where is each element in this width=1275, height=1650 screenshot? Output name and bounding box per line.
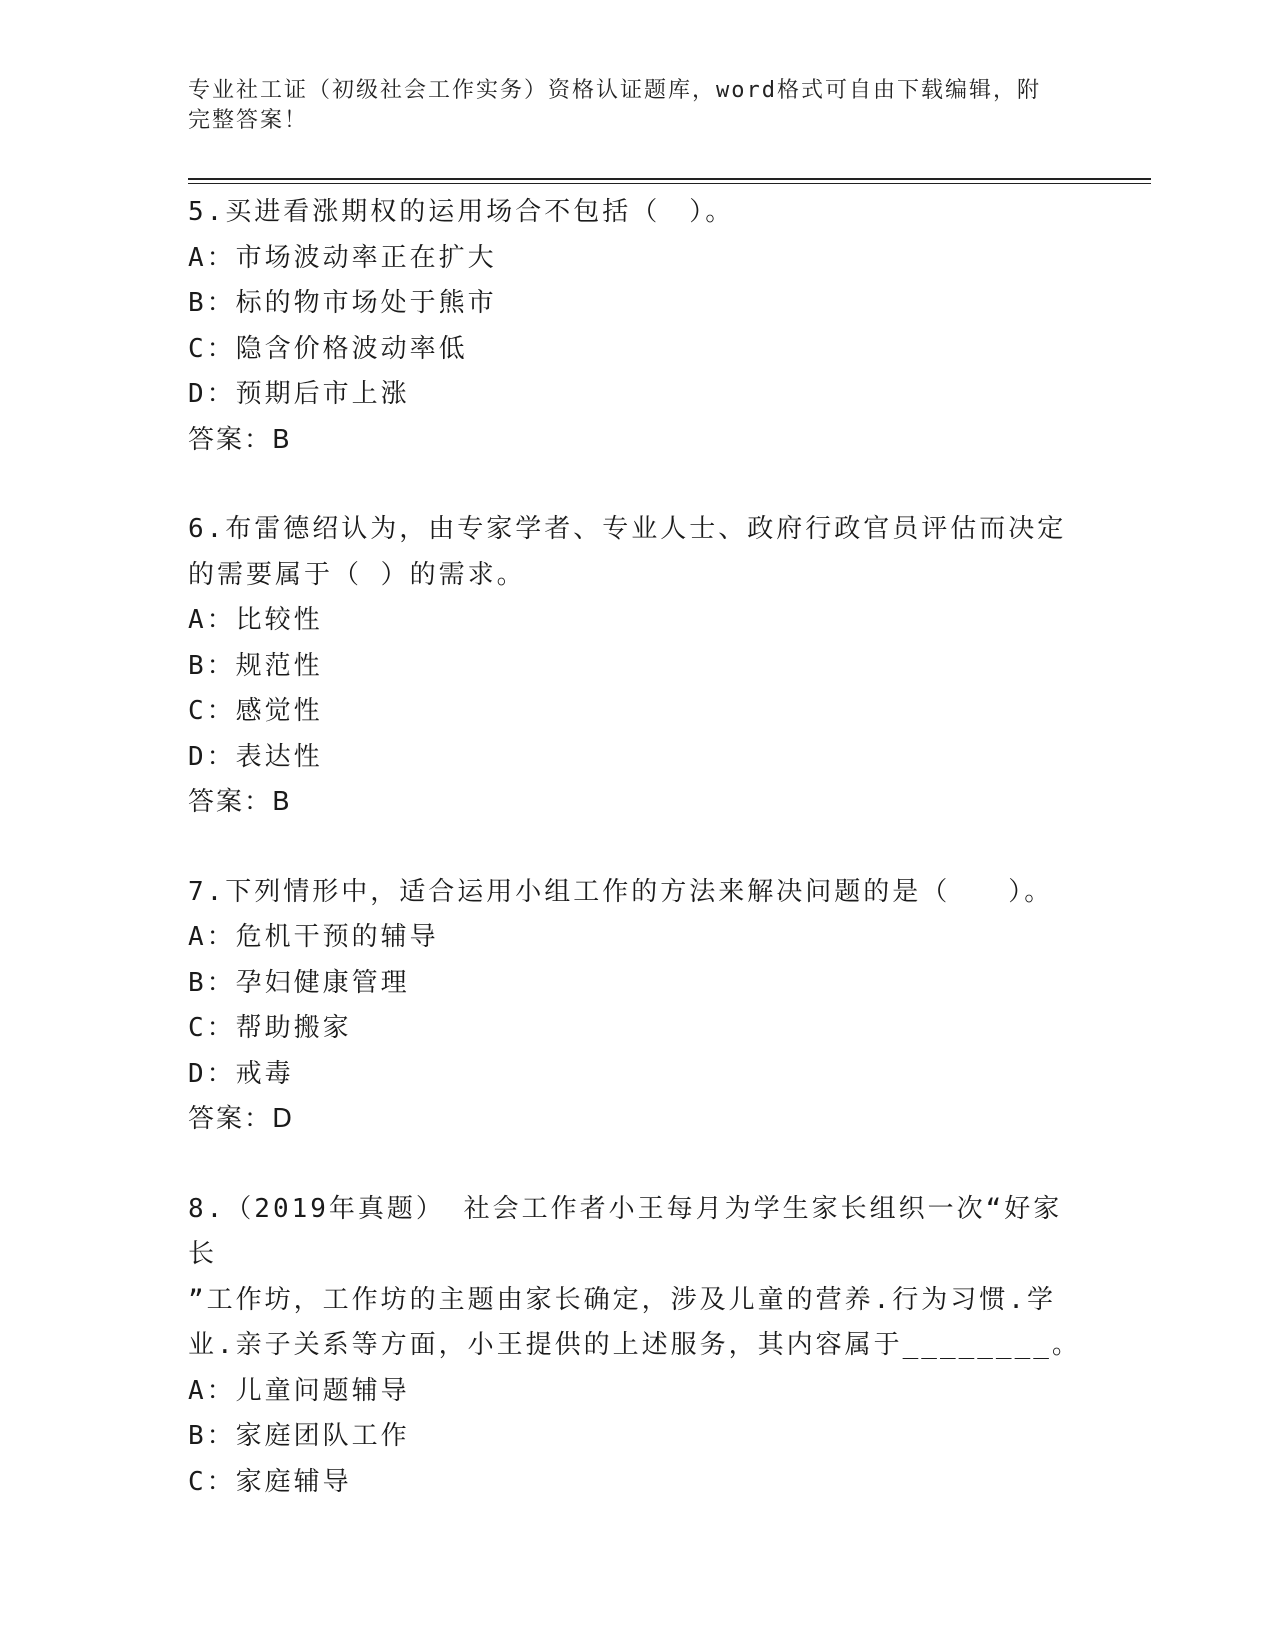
answer-label: 答案：B xyxy=(188,787,292,817)
question-stem-continued: ”工作坊，工作坊的主题由家长确定，涉及儿童的营养.行为习惯.学 xyxy=(188,1284,1056,1315)
header-divider-thin xyxy=(188,183,1151,184)
option-b: B：家庭团队工作 xyxy=(188,1421,410,1451)
question-stem: 8.（2019年真题） 社会工作者小王每月为学生家长组织一次“好家长 xyxy=(188,1193,1063,1269)
option-b: B：规范性 xyxy=(188,650,323,681)
option-c: C：帮助搬家 xyxy=(188,1013,352,1043)
option-b: B：孕妇健康管理 xyxy=(188,967,410,998)
header-line-2: 完整答案！ xyxy=(188,108,309,133)
answer-label: 答案：B xyxy=(188,424,292,455)
question-stem: 6.布雷德绍认为，由专家学者、专业人士、政府行政官员评估而决定 xyxy=(188,514,1067,544)
option-a: A：比较性 xyxy=(188,605,323,635)
header-divider-thick xyxy=(188,178,1151,180)
header-line-1: 专业社工证（初级社会工作实务）资格认证题库，word格式可自由下载编辑，附 xyxy=(188,78,1041,103)
option-c: C：感觉性 xyxy=(188,696,323,726)
answer-label: 答案：D xyxy=(188,1104,295,1134)
option-b: B：标的物市场处于熊市 xyxy=(188,288,497,318)
option-c: C：隐含价格波动率低 xyxy=(188,333,468,364)
question-stem: 7.下列情形中，适合运用小组工作的方法来解决问题的是（ ）。 xyxy=(188,876,1054,907)
option-c: C：家庭辅导 xyxy=(188,1466,352,1497)
option-a: A：危机干预的辅导 xyxy=(188,922,439,952)
option-d: D：表达性 xyxy=(188,741,323,772)
document-header xyxy=(188,76,1088,136)
question-list xyxy=(188,190,1088,1549)
question-stem-continued: 业.亲子关系等方面，小王提供的上述服务，其内容属于________。 xyxy=(188,1330,1081,1360)
question-5 xyxy=(188,190,1088,463)
option-a: A：儿童问题辅导 xyxy=(188,1375,410,1406)
question-7 xyxy=(188,870,1088,1143)
option-d: D：预期后市上涨 xyxy=(188,379,410,409)
option-d: D：戒毒 xyxy=(188,1058,294,1089)
question-stem-continued: 的需要属于（ ）的需求。 xyxy=(188,559,526,590)
question-8 xyxy=(188,1187,1088,1506)
question-6 xyxy=(188,507,1088,826)
question-stem: 5.买进看涨期权的运用场合不包括（ ）。 xyxy=(188,197,735,227)
option-a: A：市场波动率正在扩大 xyxy=(188,242,497,273)
